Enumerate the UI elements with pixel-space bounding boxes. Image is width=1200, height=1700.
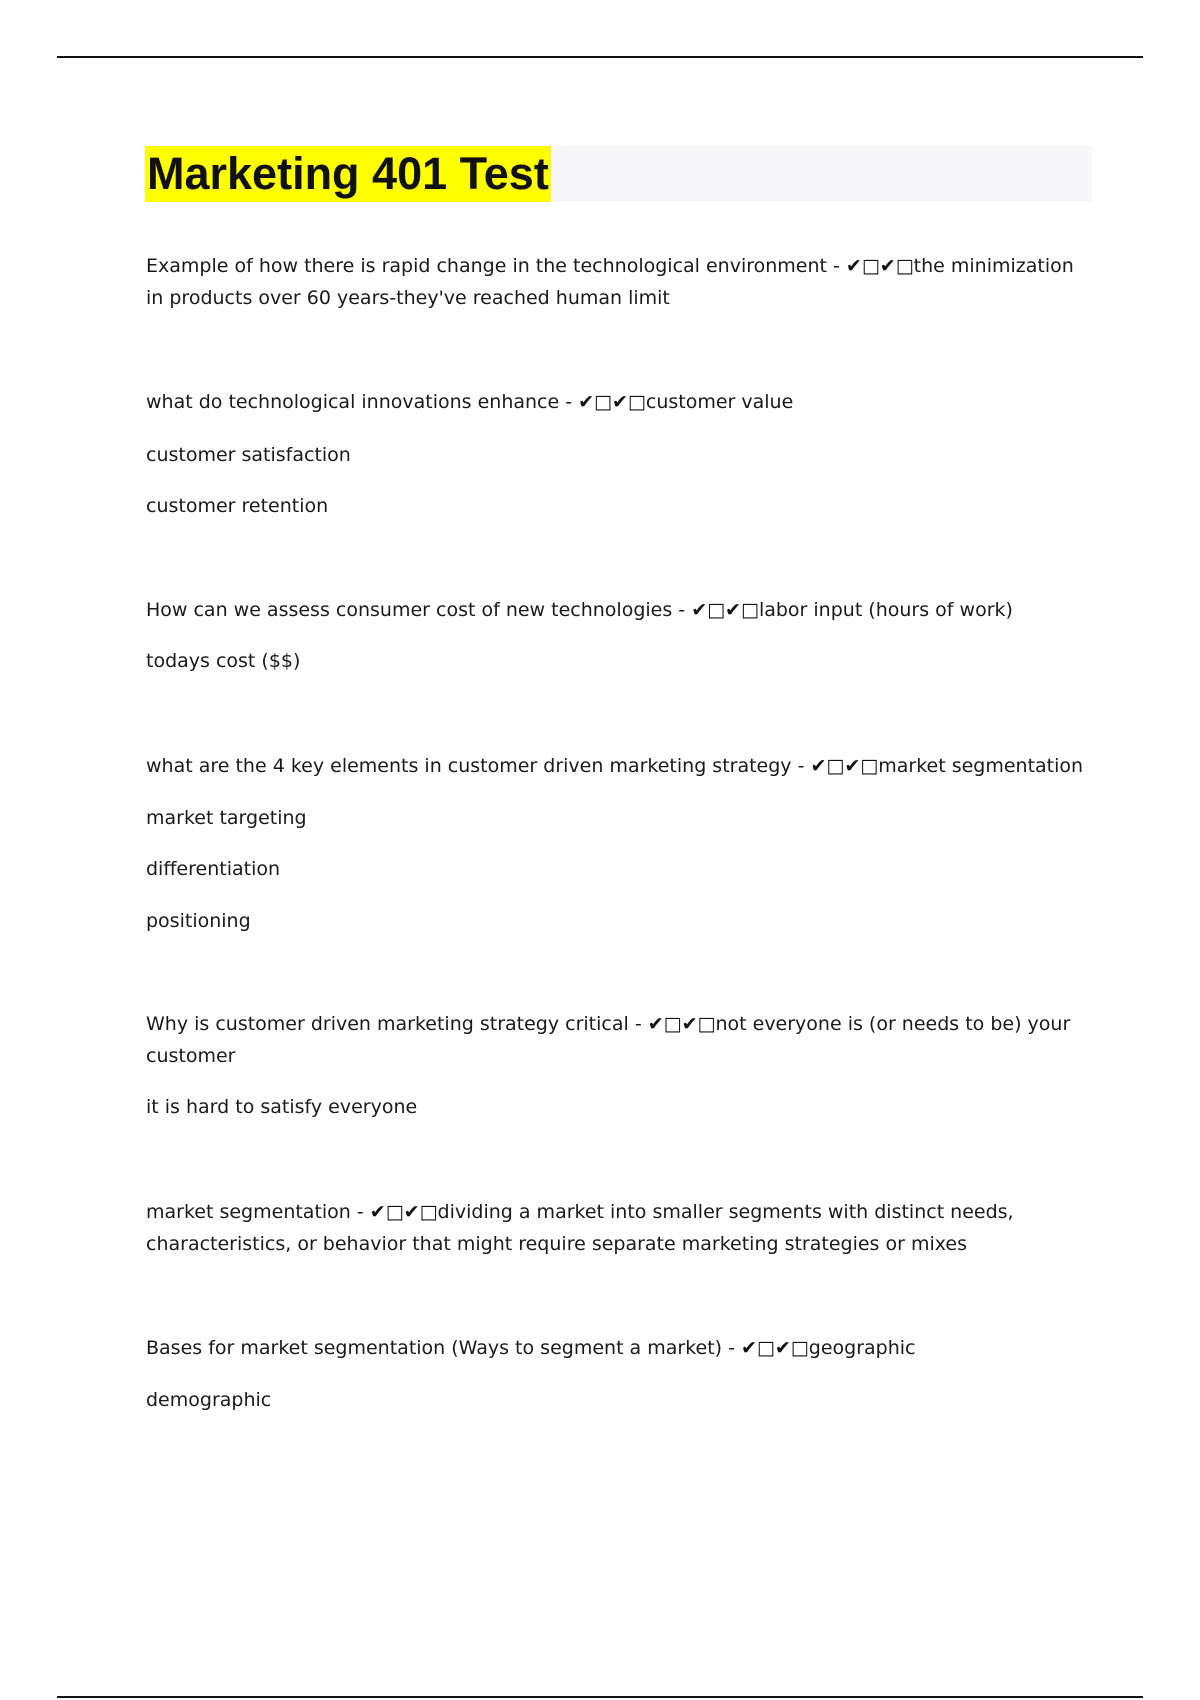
- question-text: what do technological innovations enhance -: [146, 391, 579, 413]
- question-text: Bases for market segmentation (Ways to segment a market) -: [146, 1337, 742, 1359]
- answer-text: the minimization in products over 60 years-they've reached human limit: [146, 255, 1074, 309]
- qa-item: [146, 386, 1076, 418]
- answer-extra-line: differentiation: [146, 858, 281, 880]
- question-text: How can we assess consumer cost of new technologies -: [146, 599, 692, 621]
- question-text: market segmentation -: [146, 1201, 370, 1223]
- answer-text: labor input (hours of work): [758, 599, 1013, 621]
- answer-extra-line: customer retention: [146, 495, 329, 517]
- header-rule: [57, 56, 1143, 58]
- page-title: Marketing 401 Test: [145, 146, 551, 202]
- answer-text: customer value: [645, 391, 794, 413]
- answer-extra-line: positioning: [146, 910, 251, 932]
- qa-item: [146, 250, 1076, 314]
- check-marker-icon: ✔□✔□: [845, 255, 914, 277]
- check-marker-icon: ✔□✔□: [369, 1201, 438, 1223]
- check-marker-icon: ✔□✔□: [578, 391, 646, 413]
- qa-item: [146, 594, 1076, 626]
- qa-item: [146, 750, 1084, 782]
- check-marker-icon: ✔□✔□: [741, 1337, 809, 1359]
- qa-item: [146, 1008, 1076, 1072]
- question-text: Example of how there is rapid change in the technological environment -: [146, 255, 846, 277]
- answer-extra-line: demographic: [146, 1389, 272, 1411]
- answer-extra-line: todays cost ($$): [146, 650, 301, 672]
- question-text: what are the 4 key elements in customer driven marketing strategy -: [146, 755, 811, 777]
- answer-extra-line: it is hard to satisfy everyone: [146, 1096, 418, 1118]
- check-marker-icon: ✔□✔□: [647, 1013, 716, 1035]
- qa-item: [146, 1332, 1076, 1364]
- answer-text: not everyone is (or needs to be) your customer: [146, 1013, 1071, 1067]
- answer-text: geographic: [808, 1337, 916, 1359]
- answer-extra-line: customer satisfaction: [146, 444, 351, 466]
- check-marker-icon: ✔□✔□: [810, 755, 879, 777]
- footer-rule: [57, 1696, 1143, 1698]
- question-text: Why is customer driven marketing strategy critical -: [146, 1013, 648, 1035]
- answer-text: dividing a market into smaller segments with distinct needs, characteristics, or behavior that might require separate marketing strategies or mixes: [146, 1201, 1014, 1255]
- check-marker-icon: ✔□✔□: [691, 599, 759, 621]
- answer-extra-line: market targeting: [146, 807, 307, 829]
- qa-item: [146, 1196, 1076, 1260]
- answer-text: market segmentation: [878, 755, 1084, 777]
